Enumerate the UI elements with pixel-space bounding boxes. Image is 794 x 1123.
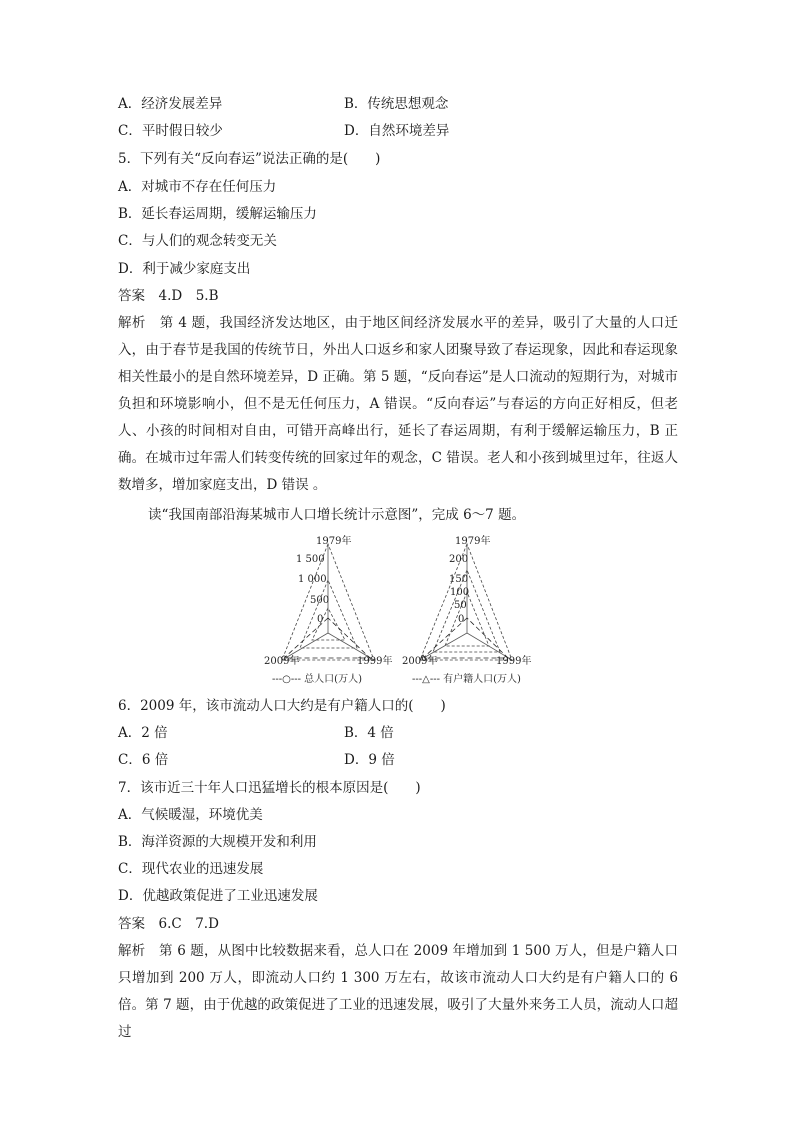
q7-option-c: C．现代农业的迅速发展: [118, 861, 264, 877]
right-bottom-right-label: 1999年: [496, 656, 532, 667]
q7-option-a: A．气候暖湿，环境优美: [118, 807, 263, 823]
left-legend: ---○--- 总人口(万人): [272, 674, 362, 685]
q5-stem: 5．下列有关“反向春运”说法正确的是( ): [118, 151, 381, 167]
q4-option-d: D．自然环境差异: [344, 123, 450, 139]
q6-stem: 6．2009 年，该市流动人口大约是有户籍人口的( ): [118, 698, 446, 714]
right-tick-50: 50: [454, 600, 467, 611]
right-tick-150: 150: [449, 574, 469, 585]
right-tick-0: 0: [458, 614, 465, 625]
right-legend: ---△--- 有户籍人口(万人): [412, 674, 521, 685]
q6-option-a: A．2 倍: [118, 725, 168, 741]
q7-stem: 7．该市近三十年人口迅猛增长的根本原因是( ): [118, 780, 421, 796]
analysis-4-5: 解析 第 4 题，我国经济发达地区，由于地区间经济发展水平的差异，吸引了大量的人口迁入，由于春节是我国的传统节日，外出人口返乡和家人团聚导致了春运现象，因此和春运现象相关性最小的是自然环境差异，D 正确。第 5 题，“反向春运”是人口流动的短期行为，对城市负担和环境影响小，但不是无任何压力，A 错误。“反向春运”与春运的方向正好相反，但老人、小孩的时间相对自由，可错开高峰出行，延长了春运周期，有利于缓解运输压力，B 正确。在城市过年需人们转变传统的回家过年的观念，C 错误。老人和小孩到城里过年，往返人数增多，增加家庭支出，D 错误 。: [118, 315, 678, 493]
analysis-6-7: 解析 第 6 题，从图中比较数据来看，总人口在 2009 年增加到 1 500 万人，但是户籍人口只增加到 200 万人，即流动人口约 1 300 万左右，故该市流动人口大约是有户籍人口的 6 倍。第 7 题，由于优越的政策促进了工业的迅速发展，吸引了大量外来务工人员，流动人口超过: [118, 943, 678, 1040]
answer-4-5: 答案 4.D 5.B: [118, 288, 219, 304]
q7-option-d: D．优越政策促进了工业迅速发展: [118, 888, 318, 904]
q6-option-c: C．6 倍: [118, 752, 169, 768]
left-bottom-left-label: 2009年: [264, 656, 300, 667]
left-tick-500: 500: [310, 595, 330, 606]
right-tick-100: 100: [450, 587, 470, 598]
left-tick-0: 0: [317, 614, 324, 625]
answer-6-7: 答案 6.C 7.D: [118, 916, 219, 932]
left-tick-1500: 1 500: [296, 554, 325, 565]
right-top-label: 1979年: [455, 536, 491, 547]
q4-option-a: A．经济发展差异: [118, 96, 223, 112]
q6-option-d: D．9 倍: [344, 752, 395, 768]
q5-option-d: D．利于减少家庭支出: [118, 261, 251, 277]
population-figure: [0, 530, 794, 690]
q4-option-c: C．平时假日较少: [118, 123, 223, 139]
q7-option-b: B．海洋资源的大规模开发和利用: [118, 834, 317, 850]
q6-option-b: B．4 倍: [344, 725, 394, 741]
left-bottom-right-label: 1999年: [357, 656, 393, 667]
right-bottom-left-label: 2009年: [402, 656, 438, 667]
left-tick-1000: 1 000: [298, 574, 327, 585]
right-tick-200: 200: [449, 554, 469, 565]
q5-option-a: A．对城市不存在任何压力: [118, 179, 277, 195]
q4-option-b: B．传统思想观念: [344, 96, 449, 112]
q5-option-c: C．与人们的观念转变无关: [118, 233, 277, 249]
figure-intro: 读“我国南部沿海某城市人口增长统计示意图”，完成 6～7 题。: [148, 507, 526, 523]
left-top-label: 1979年: [316, 536, 352, 547]
q5-option-b: B．延长春运周期，缓解运输压力: [118, 206, 317, 222]
